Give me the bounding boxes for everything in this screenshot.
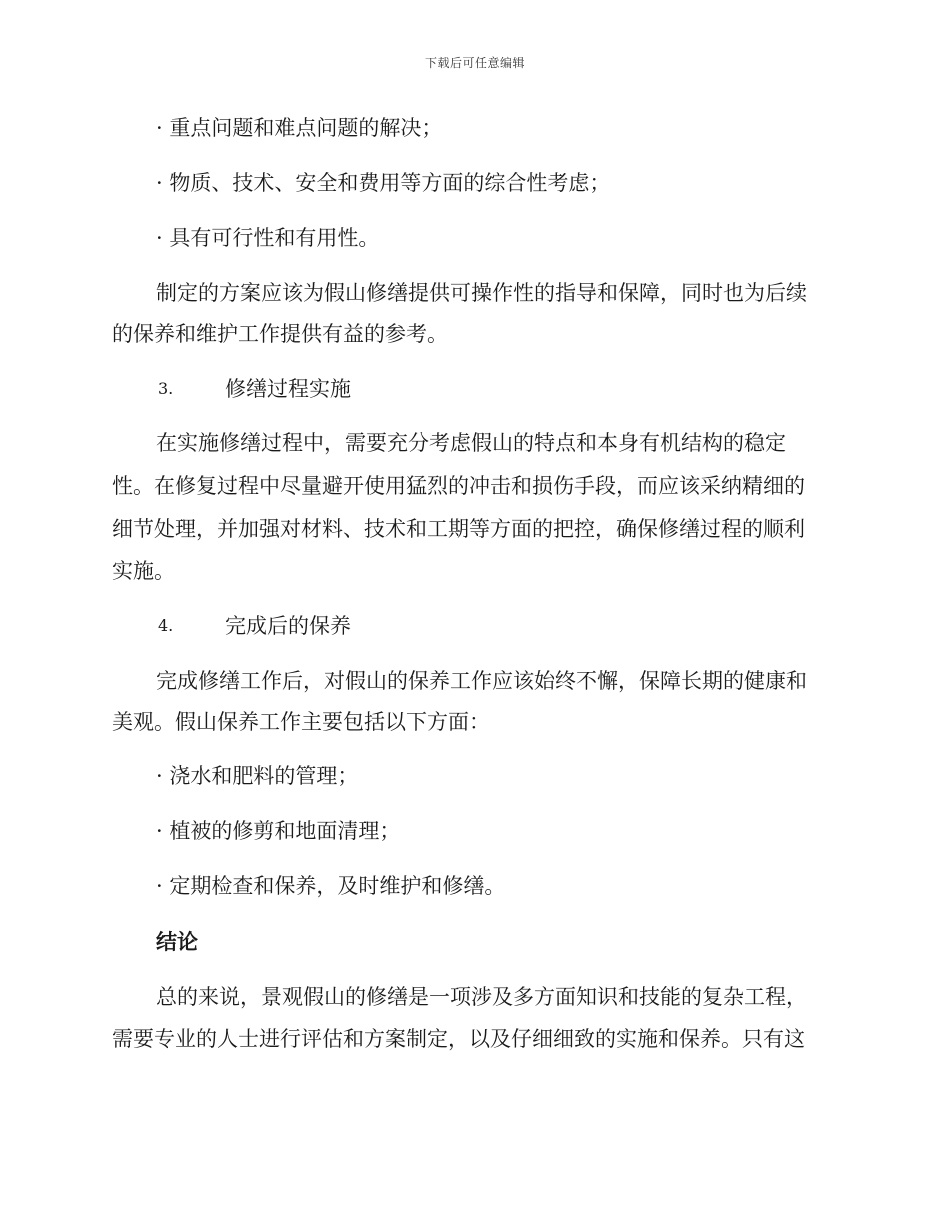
- page-header: 下载后可任意编辑: [424, 56, 525, 70]
- paragraph-line: 完成修缮工作后，对假山的保养工作应该始终不懈，保障长期的健康和: [156, 669, 807, 693]
- paragraph-line: 性。在修复过程中尽量避开使用猛烈的冲击和损伤手段，而应该采纳精细的: [112, 474, 805, 498]
- bullet-item: · 具有可行性和有用性。: [156, 226, 380, 250]
- section-number: 3.: [158, 379, 174, 398]
- section-title: 修缮过程实施: [225, 377, 351, 401]
- paragraph-line: 制定的方案应该为假山修缮提供可操作性的指导和保障，同时也为后续: [156, 281, 807, 305]
- paragraph-line: 的保养和维护工作提供有益的参考。: [112, 322, 448, 346]
- paragraph-line: 实施。: [112, 559, 175, 583]
- section-title: 完成后的保养: [225, 614, 351, 638]
- bullet-item: · 植被的修剪和地面清理；: [156, 819, 401, 843]
- bullet-item: · 重点问题和难点问题的解决；: [156, 116, 443, 140]
- paragraph-line: 美观。假山保养工作主要包括以下方面：: [112, 710, 490, 734]
- conclusion-heading: 结论: [156, 930, 198, 954]
- paragraph-line: 需要专业的人士进行评估和方案制定，以及仔细细致的实施和保养。只有这: [112, 1027, 805, 1051]
- paragraph-line: 细节处理，并加强对材料、技术和工期等方面的把控，确保修缮过程的顺利: [112, 517, 805, 541]
- paragraph-line: 总的来说，景观假山的修缮是一项涉及多方面知识和技能的复杂工程，: [156, 985, 807, 1009]
- bullet-item: · 定期检查和保养，及时维护和修缮。: [156, 874, 506, 898]
- bullet-item: · 浇水和肥料的管理；: [156, 764, 359, 788]
- bullet-item: · 物质、技术、安全和费用等方面的综合性考虑；: [156, 171, 611, 195]
- paragraph-line: 在实施修缮过程中，需要充分考虑假山的特点和本身有机结构的稳定: [156, 431, 786, 455]
- section-number: 4.: [158, 616, 174, 635]
